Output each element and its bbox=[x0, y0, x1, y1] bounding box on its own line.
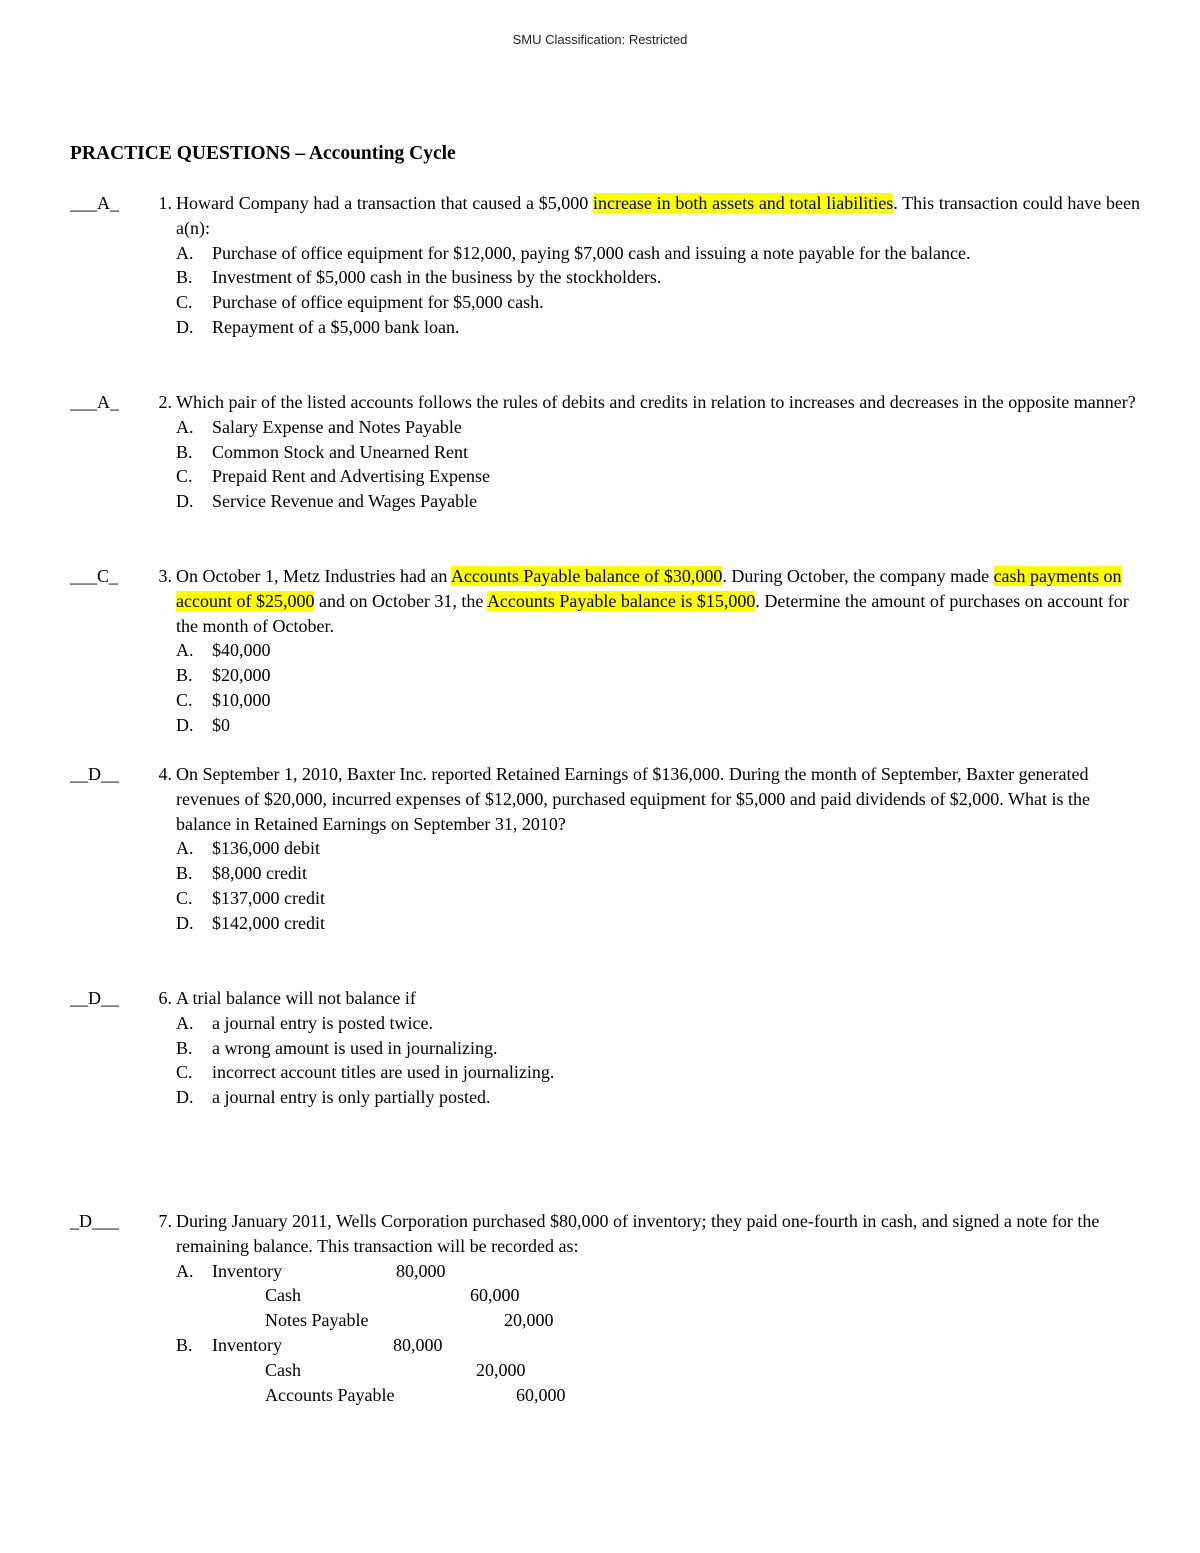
account-name: Inventory bbox=[212, 1334, 282, 1355]
option-d: D. Service Revenue and Wages Payable bbox=[176, 491, 478, 512]
option-b: B. Investment of $5,000 cash in the business by the stockholders. bbox=[176, 267, 662, 288]
question-2 bbox=[70, 390, 1140, 514]
journal-line bbox=[176, 1283, 1140, 1308]
question-stem: On October 1, Metz Industries had an Accounts Payable balance of $30,000. During October, the company made cash payments on account of $25,000 and on October 31, the Accounts Payable balance is $15,000. Determine the amount of purchases on account for the month of October. bbox=[176, 566, 1129, 636]
journal-line bbox=[176, 1383, 1140, 1408]
option-a: A. Purchase of office equipment for $12,000, paying $7,000 cash and issuing a note payable for the balance. bbox=[176, 242, 971, 263]
option-c: C. Prepaid Rent and Advertising Expense bbox=[176, 466, 490, 487]
option-b: B. $8,000 credit bbox=[176, 863, 307, 884]
option-d: D. Repayment of a $5,000 bank loan. bbox=[176, 316, 460, 337]
option-c: C. Purchase of office equipment for $5,000 cash. bbox=[176, 292, 544, 313]
option-a: A. $40,000 bbox=[176, 640, 271, 661]
option-d: D. $142,000 credit bbox=[176, 912, 325, 933]
answer-blank: ___A_ bbox=[70, 392, 119, 412]
account-name: Inventory bbox=[212, 1260, 282, 1281]
question-1 bbox=[70, 191, 1140, 340]
option-d: D. $0 bbox=[176, 714, 230, 735]
highlighted-text: Accounts Payable balance of $30,000 bbox=[450, 566, 723, 586]
highlighted-text: cash payments on account of $25,000 bbox=[176, 566, 1122, 611]
question-stem: Which pair of the listed accounts follows the rules of debits and credits in relation to increases and decreases in the opposite manner? bbox=[176, 392, 1136, 412]
option-c: C. $137,000 credit bbox=[176, 887, 325, 908]
option-label: B. bbox=[176, 1334, 193, 1355]
option-label: A. bbox=[176, 1260, 194, 1281]
account-name: Notes Payable bbox=[265, 1310, 369, 1331]
credit-amount: 60,000 bbox=[470, 1285, 520, 1306]
credit-amount: 60,000 bbox=[516, 1384, 566, 1405]
journal-entry-a bbox=[176, 1259, 1140, 1333]
answer-blank: ___C_ bbox=[70, 566, 119, 586]
question-number: 4. bbox=[158, 764, 172, 784]
account-name: Accounts Payable bbox=[265, 1384, 395, 1405]
journal-line bbox=[176, 1358, 1140, 1383]
question-stem: A trial balance will not balance if bbox=[176, 988, 416, 1008]
question-number: 3. bbox=[158, 566, 172, 586]
question-7 bbox=[70, 1209, 1140, 1407]
credit-amount: 20,000 bbox=[476, 1359, 526, 1380]
option-c: C. $10,000 bbox=[176, 689, 271, 710]
question-number: 6. bbox=[158, 988, 172, 1008]
journal-entry-b bbox=[176, 1333, 1140, 1407]
journal-line bbox=[176, 1333, 1140, 1358]
option-a: A. $136,000 debit bbox=[176, 838, 320, 859]
highlighted-text: increase in both assets and total liabilities bbox=[592, 193, 894, 213]
journal-line bbox=[176, 1259, 1140, 1284]
option-a: A. Salary Expense and Notes Payable bbox=[176, 416, 462, 437]
option-b: B. $20,000 bbox=[176, 665, 271, 686]
journal-line bbox=[176, 1308, 1140, 1333]
option-b: B. a wrong amount is used in journalizing. bbox=[176, 1037, 498, 1058]
answer-blank: ___A_ bbox=[70, 193, 119, 213]
credit-amount: 20,000 bbox=[504, 1310, 554, 1331]
answer-blank: __D__ bbox=[70, 764, 119, 784]
question-number: 2. bbox=[158, 392, 172, 412]
question-stem: During January 2011, Wells Corporation purchased $80,000 of inventory; they paid one-fourth in cash, and signed a note for the remaining balance. This transaction will be recorded as: bbox=[176, 1211, 1100, 1256]
question-number: 7. bbox=[158, 1211, 172, 1231]
question-3 bbox=[70, 564, 1140, 738]
page-title: PRACTICE QUESTIONS – Accounting Cycle bbox=[70, 143, 456, 164]
question-stem: Howard Company had a transaction that caused a $5,000 increase in both assets and total liabilities. This transaction could have been a(n): bbox=[176, 193, 1141, 238]
debit-amount: 80,000 bbox=[396, 1260, 446, 1281]
answer-blank: __D__ bbox=[70, 988, 119, 1008]
option-b: B. Common Stock and Unearned Rent bbox=[176, 441, 468, 462]
highlighted-text: Accounts Payable balance is $15,000 bbox=[486, 590, 756, 611]
answer-blank: _D___ bbox=[70, 1211, 119, 1231]
page-header: SMU Classification: Restricted bbox=[512, 32, 688, 47]
account-name: Cash bbox=[265, 1285, 301, 1306]
question-6 bbox=[70, 986, 1140, 1110]
debit-amount: 80,000 bbox=[393, 1334, 443, 1355]
account-name: Cash bbox=[265, 1359, 301, 1380]
question-4 bbox=[70, 762, 1140, 936]
question-number: 1. bbox=[158, 193, 172, 213]
option-a: A. a journal entry is posted twice. bbox=[176, 1012, 433, 1033]
option-d: D. a journal entry is only partially posted. bbox=[176, 1087, 491, 1108]
question-stem: On September 1, 2010, Baxter Inc. reported Retained Earnings of $136,000. During the month of September, Baxter generated revenues of $20,000, incurred expenses of $12,000, purchased equipment for $5,000 and paid dividends of $2,000. What is the balance in Retained Earnings on September 31, 2010? bbox=[176, 764, 1090, 834]
option-c: C. incorrect account titles are used in journalizing. bbox=[176, 1062, 555, 1083]
